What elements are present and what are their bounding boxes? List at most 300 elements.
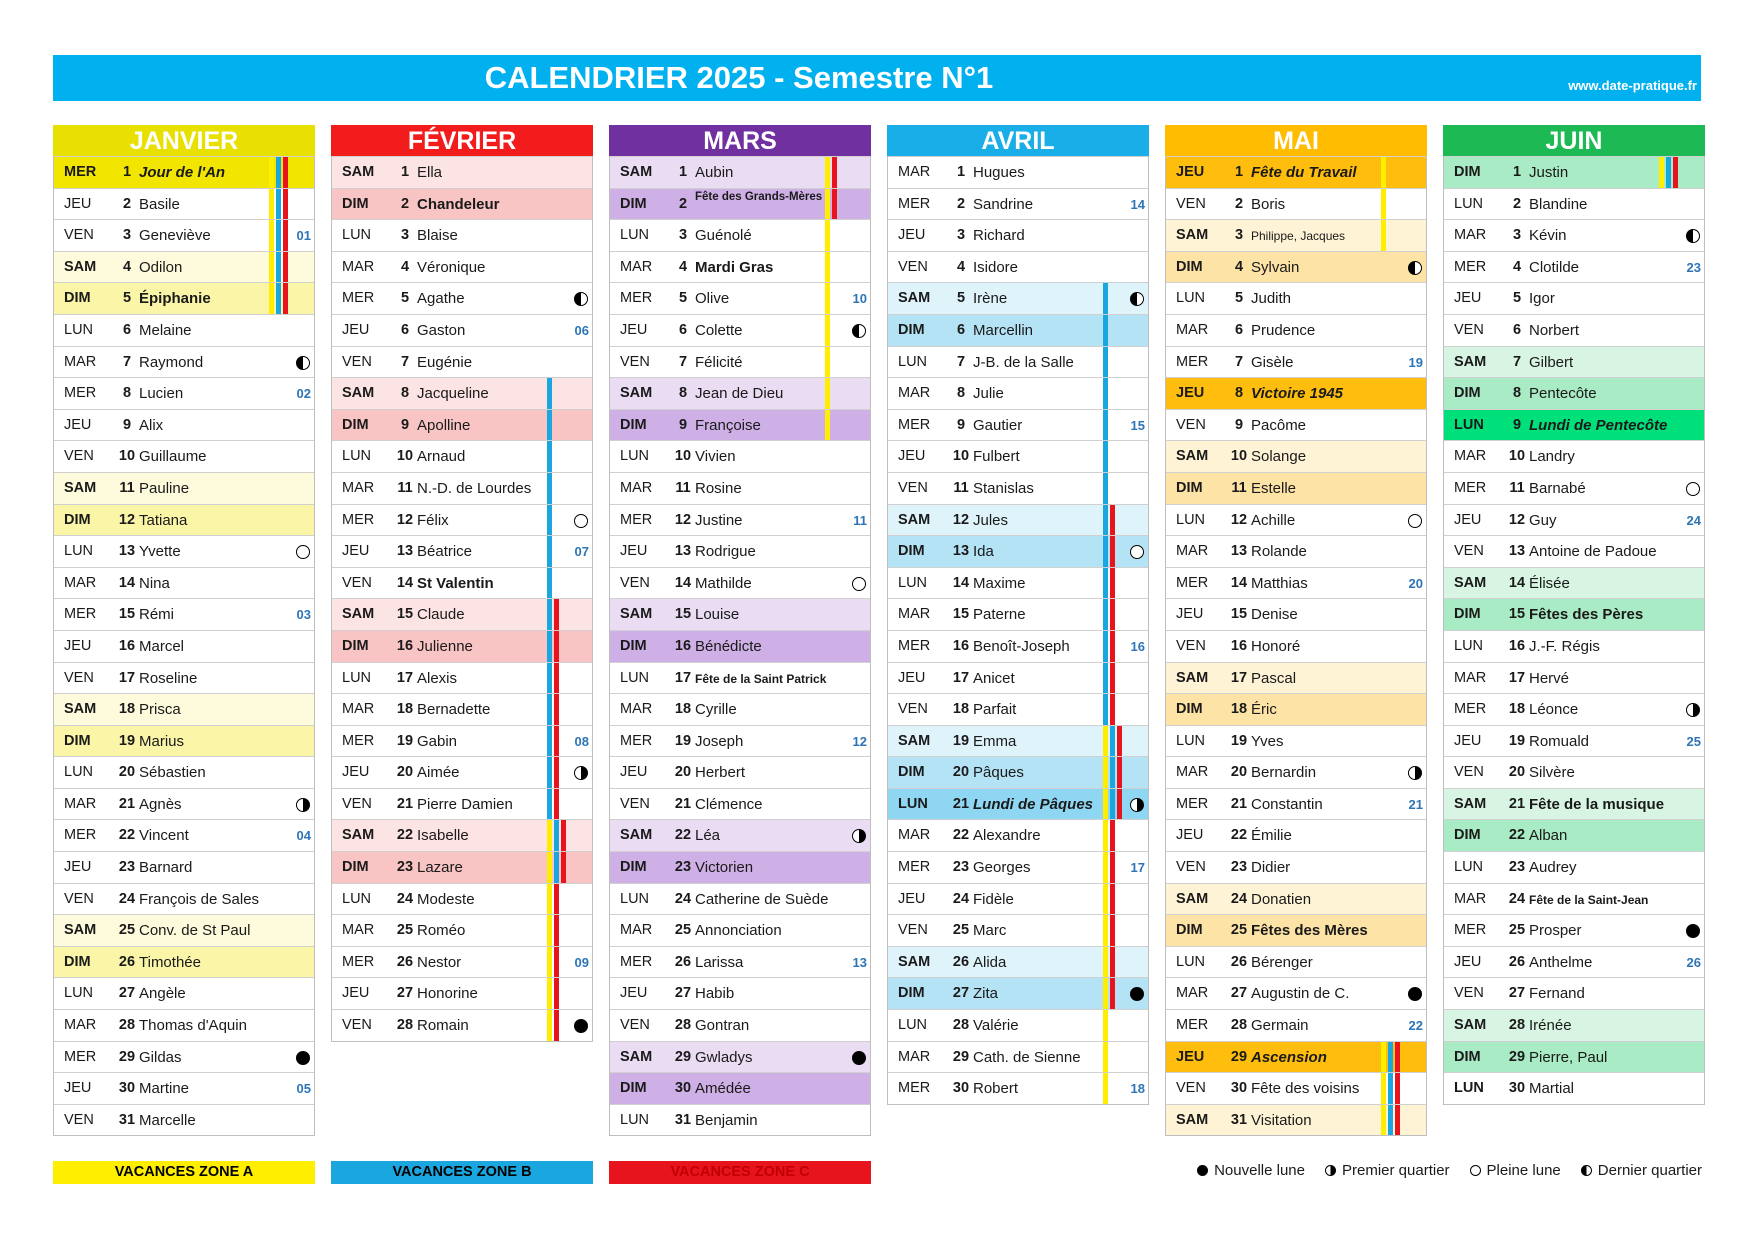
day-of-week: JEU (620, 543, 648, 560)
day-number: 2 (1234, 195, 1244, 212)
saint-name: Aubin (695, 164, 734, 181)
day-number: 19 (674, 732, 692, 749)
zone-b-bar (547, 536, 552, 567)
day-number: 13 (1508, 543, 1526, 560)
day-number: 21 (1508, 795, 1526, 812)
zone-b-bar (1103, 378, 1108, 409)
day-of-week: MAR (898, 164, 931, 180)
day-row (54, 977, 314, 1009)
day-number: 15 (1230, 606, 1248, 623)
zone-b-bar (1388, 1105, 1393, 1136)
day-of-week: LUN (64, 321, 94, 338)
day-row (1166, 1072, 1426, 1104)
day-row (54, 535, 314, 567)
day-row (1444, 1072, 1704, 1104)
zone-b-bar (1103, 599, 1108, 630)
day-row (1166, 819, 1426, 851)
day-of-week: LUN (342, 669, 372, 686)
day-row (888, 440, 1148, 472)
day-of-week: MER (64, 385, 97, 402)
day-number: 15 (1508, 606, 1526, 623)
zone-a-bar (1103, 789, 1108, 820)
day-row (888, 725, 1148, 757)
day-row (610, 314, 870, 346)
day-of-week: JEU (64, 1080, 92, 1097)
day-row (54, 567, 314, 599)
day-of-week: MAR (620, 479, 653, 496)
day-of-week: SAM (620, 164, 653, 180)
day-row (888, 188, 1148, 220)
saint-name: Alida (973, 953, 1007, 971)
day-of-week: DIM (898, 764, 925, 781)
saint-name: Donatien (1251, 890, 1312, 908)
day-of-week: MER (64, 827, 97, 844)
day-row (1166, 535, 1426, 567)
day-row (332, 788, 592, 820)
saint-name: Fêtes des Mères (1251, 922, 1368, 940)
day-number: 25 (952, 922, 970, 939)
day-of-week: SAM (64, 479, 97, 496)
day-row (888, 1072, 1148, 1104)
day-row (332, 977, 592, 1009)
zone-a-bar (547, 1010, 552, 1041)
zone-a-bar (1103, 1042, 1108, 1073)
day-of-week: LUN (1176, 732, 1206, 749)
day-number: 28 (674, 1017, 692, 1034)
saint-name: Gwladys (695, 1048, 753, 1066)
day-row (610, 1041, 870, 1073)
day-row (54, 1104, 314, 1136)
day-row (610, 598, 870, 630)
day-row (1166, 946, 1426, 978)
zone-a-bar (825, 157, 830, 188)
saint-name: Jour de l'An (139, 164, 226, 181)
saint-name: Apolline (417, 416, 471, 434)
day-of-week: LUN (620, 669, 650, 686)
saint-name: Gontran (695, 1017, 750, 1035)
day-of-week: VEN (342, 1017, 372, 1034)
day-row (1444, 251, 1704, 283)
day-number: 19 (1230, 732, 1248, 749)
day-of-week: SAM (1454, 1017, 1487, 1034)
zone-b-bar (276, 157, 281, 188)
day-of-week: DIM (898, 543, 925, 560)
saint-name: Prisca (139, 701, 181, 719)
zone-b-bar (276, 189, 281, 220)
day-of-week: MAR (342, 258, 375, 275)
day-number: 15 (952, 606, 970, 623)
week-number: 09 (574, 954, 589, 970)
zone-c-bar (1110, 852, 1115, 883)
day-of-week: VEN (342, 795, 372, 812)
last-quarter-icon (852, 324, 866, 338)
day-of-week: JEU (1176, 606, 1204, 623)
zone-a-bar (1659, 157, 1664, 188)
zone-b-bar (276, 252, 281, 283)
day-row (610, 282, 870, 314)
day-row (1166, 219, 1426, 251)
day-of-week: MER (64, 164, 97, 180)
day-row (1444, 977, 1704, 1009)
day-of-week: LUN (1454, 859, 1484, 876)
zone-a-bar (1381, 1073, 1386, 1104)
day-of-week: JEU (64, 637, 92, 654)
day-number: 7 (122, 353, 132, 370)
day-row (1444, 756, 1704, 788)
saint-name: Fête de la musique (1529, 795, 1665, 813)
zone-b-bar (547, 694, 552, 725)
day-number: 4 (678, 258, 688, 275)
day-row (610, 883, 870, 915)
day-row (610, 662, 870, 694)
saint-name: Guillaume (139, 448, 207, 466)
day-of-week: JEU (620, 764, 648, 781)
day-number: 17 (952, 669, 970, 686)
zone-c-bar (554, 915, 559, 946)
day-number: 3 (1512, 227, 1522, 244)
saint-name: Prosper (1529, 922, 1582, 940)
day-of-week: JEU (342, 543, 370, 560)
day-row (1166, 409, 1426, 441)
saint-name: Pierre Damien (417, 795, 513, 813)
legend-zone-a: VACANCES ZONE A (53, 1161, 315, 1184)
day-number: 27 (396, 985, 414, 1002)
week-number: 11 (853, 512, 867, 528)
day-number: 29 (118, 1048, 136, 1065)
day-of-week: DIM (898, 321, 925, 338)
day-row (888, 662, 1148, 694)
week-number: 20 (1408, 575, 1423, 591)
month-0 (53, 125, 315, 1136)
day-of-week: SAM (620, 827, 653, 844)
week-number: 14 (1130, 196, 1145, 212)
day-of-week: DIM (342, 637, 369, 654)
day-row (1444, 662, 1704, 694)
day-number: 6 (400, 321, 410, 338)
zone-c-bar (283, 252, 288, 283)
zone-c-bar (1110, 884, 1115, 915)
day-number: 7 (678, 353, 688, 370)
day-row (1166, 282, 1426, 314)
day-number: 11 (675, 479, 691, 496)
zone-b-bar (1103, 505, 1108, 536)
day-of-week: LUN (1454, 1080, 1484, 1097)
day-of-week: JEU (342, 985, 370, 1002)
day-number: 21 (118, 795, 136, 812)
week-number: 21 (1408, 796, 1423, 812)
day-of-week: DIM (1454, 827, 1481, 844)
saint-name: Martial (1529, 1080, 1575, 1098)
day-row (888, 472, 1148, 504)
day-of-week: MER (1176, 795, 1209, 812)
day-row (332, 188, 592, 220)
day-row (1166, 377, 1426, 409)
full-moon-icon (1470, 1165, 1481, 1176)
last-quarter-icon (1581, 1165, 1592, 1176)
saint-name: Catherine de Suède (695, 890, 829, 908)
day-row (1166, 251, 1426, 283)
month-header: MARS (609, 125, 871, 156)
zone-b-bar (547, 441, 552, 472)
day-of-week: DIM (1176, 922, 1203, 939)
day-row (1166, 567, 1426, 599)
day-number: 6 (122, 321, 132, 338)
day-of-week: MER (342, 511, 375, 528)
saint-name: Béatrice (417, 543, 473, 561)
zone-b-bar (1103, 283, 1108, 314)
saint-name: Bernadette (417, 701, 491, 719)
day-row (54, 472, 314, 504)
day-number: 14 (674, 574, 692, 591)
day-row (888, 567, 1148, 599)
first-quarter-icon (574, 766, 588, 780)
saint-name: Timothée (139, 953, 201, 971)
day-of-week: LUN (1454, 195, 1484, 212)
saint-name: Gisèle (1251, 353, 1294, 371)
day-number: 4 (956, 258, 966, 275)
saint-name: Rodrigue (695, 543, 756, 561)
zone-b-bar (554, 852, 559, 883)
day-of-week: MAR (1176, 543, 1209, 560)
day-number: 2 (1512, 195, 1522, 212)
zone-a-bar (1381, 189, 1386, 220)
day-number: 20 (1230, 764, 1248, 781)
first-quarter-icon (1325, 1165, 1336, 1176)
day-row (54, 883, 314, 915)
day-of-week: VEN (342, 574, 372, 591)
day-of-week: JEU (1454, 732, 1482, 749)
day-number: 16 (952, 637, 970, 654)
day-number: 2 (678, 195, 688, 212)
day-number: 13 (396, 543, 414, 560)
day-row (1444, 725, 1704, 757)
day-number: 24 (952, 890, 970, 907)
legend-full-moon (1470, 1162, 1561, 1179)
day-of-week: SAM (620, 606, 653, 623)
day-list (609, 156, 871, 1136)
day-of-week: MAR (1454, 448, 1487, 465)
zone-b-bar (547, 663, 552, 694)
day-list (887, 156, 1149, 1105)
day-row (888, 282, 1148, 314)
zone-c-bar (561, 820, 566, 851)
last-quarter-icon (296, 356, 310, 370)
zone-a-bar (269, 189, 274, 220)
zone-b-bar (1388, 1042, 1393, 1073)
day-row (332, 883, 592, 915)
day-of-week: JEU (620, 321, 648, 338)
day-of-week: VEN (64, 890, 94, 907)
zone-a-bar (1103, 757, 1108, 788)
saint-name: François de Sales (139, 890, 260, 908)
week-number: 01 (296, 228, 311, 244)
day-of-week: JEU (1176, 385, 1205, 402)
saint-name: Pacôme (1251, 416, 1307, 434)
day-row (888, 1009, 1148, 1041)
zone-a-bar (269, 283, 274, 314)
day-number: 31 (118, 1111, 136, 1128)
saint-name: Émilie (1251, 827, 1292, 845)
day-row (610, 1072, 870, 1104)
day-number: 8 (1512, 385, 1522, 402)
saint-name: Julie (973, 385, 1004, 403)
saint-name: Fête de la Saint Patrick (695, 671, 827, 686)
day-of-week: MER (1454, 479, 1487, 496)
day-row (888, 314, 1148, 346)
day-number: 9 (1512, 416, 1522, 433)
day-of-week: MER (1454, 701, 1487, 718)
saint-name: Vivien (695, 448, 736, 466)
day-row (54, 662, 314, 694)
saint-name: Gaston (417, 321, 466, 339)
zone-a-bar (1381, 1042, 1386, 1073)
day-list (331, 156, 593, 1042)
day-row (54, 725, 314, 757)
day-number: 23 (674, 859, 692, 876)
new-moon-icon (1408, 987, 1422, 1001)
day-row (1166, 977, 1426, 1009)
legend-last-quarter (1581, 1162, 1702, 1179)
legend-first-quarter (1325, 1162, 1450, 1179)
day-number: 3 (1234, 227, 1244, 244)
day-number: 30 (118, 1080, 136, 1097)
saint-name: Benjamin (695, 1111, 758, 1129)
day-of-week: VEN (1454, 543, 1484, 560)
saint-name: Sandrine (973, 195, 1034, 213)
day-number: 7 (400, 353, 410, 370)
day-number: 14 (1230, 574, 1248, 591)
site-link[interactable]: www.date-pratique.fr (1568, 78, 1697, 93)
day-of-week: SAM (1176, 448, 1209, 465)
day-of-week: DIM (1176, 701, 1203, 718)
day-of-week: DIM (1454, 606, 1481, 623)
saint-name: Isidore (973, 258, 1019, 276)
day-row (332, 630, 592, 662)
week-number: 10 (852, 291, 867, 307)
day-row (332, 472, 592, 504)
week-number: 23 (1686, 259, 1701, 275)
zone-a-bar (1381, 157, 1386, 188)
day-number: 4 (1512, 258, 1522, 275)
legend-first-quarter-label: Premier quartier (1342, 1162, 1450, 1179)
zone-c-bar (1110, 694, 1115, 725)
day-of-week: DIM (620, 859, 647, 876)
day-row (888, 504, 1148, 536)
day-row (610, 977, 870, 1009)
saint-name: Éric (1251, 701, 1277, 719)
day-of-week: JEU (342, 321, 370, 338)
saint-name: Clotilde (1529, 258, 1580, 276)
zone-c-bar (283, 283, 288, 314)
saint-name: Hugues (973, 164, 1025, 181)
day-row (1166, 851, 1426, 883)
saint-name: Irène (973, 290, 1008, 308)
zone-c-bar (554, 631, 559, 662)
full-moon-icon (1408, 514, 1422, 528)
day-row (610, 630, 870, 662)
day-row (54, 946, 314, 978)
full-moon-icon (1686, 482, 1700, 496)
day-row (332, 598, 592, 630)
day-of-week: MAR (898, 1048, 931, 1065)
day-row (610, 567, 870, 599)
day-row (888, 219, 1148, 251)
saint-name: Pierre, Paul (1529, 1048, 1608, 1066)
day-number: 9 (122, 416, 132, 433)
zone-b-bar (1110, 789, 1115, 820)
day-of-week: SAM (64, 258, 97, 275)
day-row (1444, 504, 1704, 536)
day-row (1444, 472, 1704, 504)
day-number: 8 (1234, 385, 1244, 402)
day-row (1444, 598, 1704, 630)
saint-name: Romuald (1529, 732, 1590, 750)
saint-name: Arnaud (417, 448, 466, 466)
day-of-week: JEU (1176, 164, 1205, 180)
day-number: 2 (122, 195, 132, 212)
day-row (610, 725, 870, 757)
day-number: 22 (952, 827, 970, 844)
day-of-week: VEN (1454, 764, 1484, 781)
day-of-week: SAM (342, 606, 375, 623)
day-row (1166, 630, 1426, 662)
zone-a-bar (547, 947, 552, 978)
saint-name: Jules (973, 511, 1009, 529)
day-of-week: VEN (620, 795, 650, 812)
saint-name: Modeste (417, 890, 475, 908)
day-of-week: SAM (1176, 669, 1209, 686)
saint-name: Solange (1251, 448, 1307, 466)
month-header: MAI (1165, 125, 1427, 156)
day-row (332, 504, 592, 536)
day-row (332, 914, 592, 946)
saint-name: Lazare (417, 859, 463, 877)
day-of-week: VEN (64, 669, 94, 686)
saint-name: Silvère (1529, 764, 1575, 782)
day-number: 2 (956, 195, 966, 212)
day-of-week: SAM (620, 385, 653, 402)
day-row (1166, 504, 1426, 536)
day-row (888, 156, 1148, 188)
zone-c-bar (1395, 1042, 1400, 1073)
day-of-week: JEU (898, 669, 926, 686)
day-number: 10 (1230, 448, 1248, 465)
saint-name: Fulbert (973, 448, 1020, 466)
day-of-week: MER (1454, 922, 1487, 939)
day-number: 21 (952, 795, 970, 812)
day-of-week: VEN (898, 701, 928, 718)
day-row (1166, 1041, 1426, 1073)
saint-name: Benoît-Joseph (973, 637, 1070, 655)
day-row (332, 219, 592, 251)
week-number: 06 (574, 322, 589, 338)
zone-b-bar (1103, 568, 1108, 599)
day-of-week: LUN (620, 448, 650, 465)
saint-name: Pentecôte (1529, 385, 1597, 403)
day-number: 29 (952, 1048, 970, 1065)
zone-b-bar (547, 789, 552, 820)
day-of-week: LUN (1176, 953, 1206, 970)
saint-name: Mardi Gras (695, 258, 774, 276)
saint-name: Odilon (139, 258, 183, 276)
new-moon-icon (1686, 924, 1700, 938)
saint-name: Vincent (139, 827, 189, 845)
saint-name: Marcel (139, 637, 185, 655)
day-row (54, 314, 314, 346)
day-number: 21 (1230, 795, 1248, 812)
day-of-week: MAR (898, 385, 931, 402)
day-number: 9 (400, 416, 410, 433)
